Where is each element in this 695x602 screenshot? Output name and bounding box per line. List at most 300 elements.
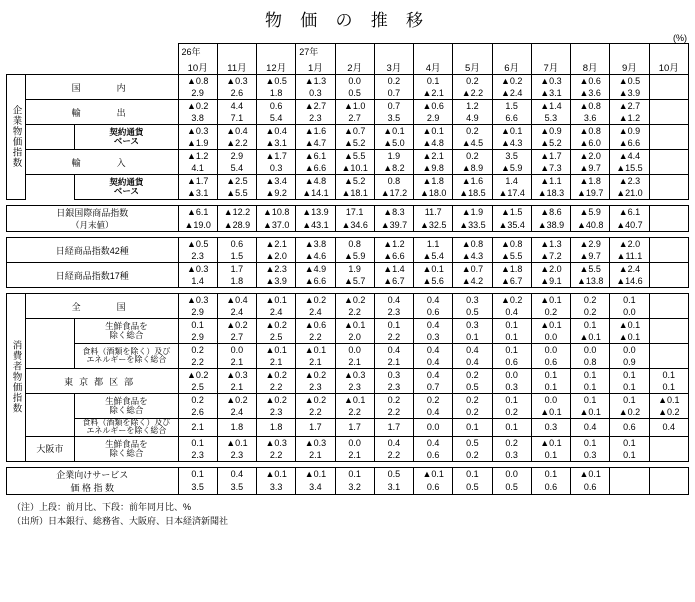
s4-row1-0-u-10: 0.1	[571, 369, 610, 382]
s4-row0-1-l-2: 2.5	[257, 331, 296, 344]
s4-row2-0-u-10: 0.1	[571, 436, 610, 449]
s3-row1-u-7: ▲0.7	[453, 263, 492, 276]
s4-row1-0-l-0: 2.5	[178, 381, 217, 394]
s4-row0-0-l-11: 0.0	[610, 306, 649, 319]
s1-row0-l-6: ▲2.1	[414, 87, 453, 100]
s3-row0-u-0: ▲0.5	[178, 238, 217, 251]
s4-row0-2-l-2: 2.1	[257, 356, 296, 369]
s4-row0-2-l-11: 0.9	[610, 356, 649, 369]
s1-row1-u-0: ▲0.2	[178, 100, 217, 113]
s4-row0-2-l-4: 2.1	[335, 356, 374, 369]
row-label-main: 企業向けサービス	[56, 469, 129, 480]
s4-row1-0-l-1: 2.1	[217, 381, 256, 394]
price-index-table	[6, 43, 689, 495]
s1-row3-u-8: 3.5	[492, 150, 531, 163]
s4-row0-0-l-5: 2.3	[374, 306, 413, 319]
s3-row0-u-2: ▲2.1	[257, 238, 296, 251]
s1-row4-upper	[7, 175, 689, 188]
s3-row0-u-4: 0.8	[335, 238, 374, 251]
s1-row4-l-3: ▲14.1	[296, 187, 335, 200]
s4-row0-2-u-10: 0.0	[571, 344, 610, 357]
s3-row0-l-12	[649, 250, 688, 263]
s4-1-2-u-10: 0.4	[571, 419, 610, 437]
s1-row4-u-7: ▲1.6	[453, 175, 492, 188]
s1-row0-u-2: ▲0.5	[257, 75, 296, 88]
s4-1-2-u-6: 0.0	[414, 419, 453, 437]
s1-row3-l-2: 0.3	[257, 162, 296, 175]
s4-row2-0-l-6: 0.6	[414, 449, 453, 462]
s1-row1-l-4: 2.7	[335, 112, 374, 125]
s1-row3-l-11: ▲15.5	[610, 162, 649, 175]
s3-row0-l-8: ▲5.5	[492, 250, 531, 263]
row-label-services-price-index	[7, 467, 179, 494]
s4-row0-2-u-9: 0.0	[531, 344, 570, 357]
s3-row0-u-1: 0.6	[217, 238, 256, 251]
s1-row2-u-1: ▲0.4	[217, 125, 256, 138]
s1-row4-l-11: ▲21.0	[610, 187, 649, 200]
col-month-0: 10月	[178, 59, 217, 75]
s1-row4-u-2: ▲3.4	[257, 175, 296, 188]
s5-row0-l-9: 0.6	[531, 481, 570, 495]
col-month-7: 5月	[453, 59, 492, 75]
s4-row0-2-l-5: 2.1	[374, 356, 413, 369]
s4-row2-0-u-0: 0.1	[178, 436, 217, 449]
s3-row0-l-4: ▲5.9	[335, 250, 374, 263]
s4-row-sublabel-1-2: 食料（酒類を除く）及び エネルギーを除く総合	[75, 419, 178, 437]
s1-row2-u-4: ▲0.7	[335, 125, 374, 138]
s4-row2-0-u-1: ▲0.1	[217, 436, 256, 449]
s3-row0-l-9: ▲7.2	[531, 250, 570, 263]
row-label-nikkei-1: 日経商品指数17種	[7, 263, 179, 288]
side-label-consumer-price-index	[7, 294, 26, 462]
s1-row2-u-3: ▲1.6	[296, 125, 335, 138]
s4-row2-0-u-3: ▲0.3	[296, 436, 335, 449]
s1-row4-u-4: ▲5.2	[335, 175, 374, 188]
s2-row0-l-12	[649, 219, 688, 232]
s4-row1-0-u-7: 0.2	[453, 369, 492, 382]
s1-row0-l-4: 0.5	[335, 87, 374, 100]
s1-row0-l-9: ▲3.1	[531, 87, 570, 100]
s4-row2-0-u-11: 0.1	[610, 436, 649, 449]
s3-row1-u-11: ▲2.4	[610, 263, 649, 276]
s4-row2-0-l-8: 0.3	[492, 449, 531, 462]
s4-row0-0-l-10: 0.2	[571, 306, 610, 319]
s3-row0-l-0: 2.3	[178, 250, 217, 263]
s4-row0-1-u-9: ▲0.1	[531, 319, 570, 332]
s4-row0-2-u-12	[649, 344, 688, 357]
s5-row0-u-2: ▲0.1	[257, 467, 296, 481]
s3-row1-l-1: 1.8	[217, 275, 256, 288]
s4-row2-0-l-5: 2.2	[374, 449, 413, 462]
s5-row0-u-5: 0.5	[374, 467, 413, 481]
s1-row3-l-9: ▲7.3	[531, 162, 570, 175]
s1-row1-l-5: 3.5	[374, 112, 413, 125]
s2-row0-upper	[7, 206, 689, 219]
s1-row0-l-10: ▲3.6	[571, 87, 610, 100]
s2-row0-l-2: ▲37.0	[257, 219, 296, 232]
s3-row1-l-10: ▲13.8	[571, 275, 610, 288]
s4-row2-0-u-8: 0.2	[492, 436, 531, 449]
row-label-0: 国 内	[25, 75, 178, 100]
s1-row1-u-8: 1.5	[492, 100, 531, 113]
s3-row1-u-1: 1.7	[217, 263, 256, 276]
s4-row0-1-l-10: ▲0.1	[571, 331, 610, 344]
row-label-1: 輸 出	[25, 100, 178, 125]
s2-row0-l-8: ▲35.4	[492, 219, 531, 232]
s1-row4-u-0: ▲1.7	[178, 175, 217, 188]
s4-row0-0-u-2: ▲0.1	[257, 294, 296, 307]
s3-row0-u-10: ▲2.9	[571, 238, 610, 251]
s4-row0-1-u-1: ▲0.2	[217, 319, 256, 332]
s1-row4-u-5: 0.8	[374, 175, 413, 188]
col-month-3: 1月	[296, 59, 335, 75]
s4-row2-0-l-9: 0.1	[531, 449, 570, 462]
s1-row3-u-1: 2.9	[217, 150, 256, 163]
s2-row0-u-4: 17.1	[335, 206, 374, 219]
s4-row1-1-u-7: 0.2	[453, 394, 492, 407]
s1-row3-l-0: 4.1	[178, 162, 217, 175]
s2-row0-u-10: ▲5.9	[571, 206, 610, 219]
s4-row1-1-l-4: 2.2	[335, 406, 374, 419]
s4-row0-1-u-10: 0.1	[571, 319, 610, 332]
s2-row0-l-11: ▲40.7	[610, 219, 649, 232]
s1-row0-u-7: 0.2	[453, 75, 492, 88]
row-label-main: 日銀国際商品指数	[56, 208, 129, 218]
s4-row1-1-upper	[7, 394, 689, 407]
s3-row1-u-2: ▲2.3	[257, 263, 296, 276]
s4-row1-0-u-2: ▲0.2	[257, 369, 296, 382]
s4-row1-1-u-2: ▲0.2	[257, 394, 296, 407]
s1-row2-u-10: ▲0.8	[571, 125, 610, 138]
s1-row2-l-9: ▲5.2	[531, 137, 570, 150]
s1-row4-u-10: ▲1.8	[571, 175, 610, 188]
s1-row1-u-1: 4.4	[217, 100, 256, 113]
s5-row0-u-10: ▲0.1	[571, 467, 610, 481]
s5-row0-l-8: 0.5	[492, 481, 531, 495]
s1-row2-l-2: ▲3.1	[257, 137, 296, 150]
s3-row0-l-11: ▲11.1	[610, 250, 649, 263]
s4-row0-1-l-4: 2.0	[335, 331, 374, 344]
s5-row0-u-8: 0.0	[492, 467, 531, 481]
s4-row-label-blank-0-2	[25, 344, 75, 369]
s2-row0-l-3: ▲43.1	[296, 219, 335, 232]
s1-row2-u-5: ▲0.1	[374, 125, 413, 138]
s4-row1-1-u-1: ▲0.2	[217, 394, 256, 407]
s4-row2-0-u-2: ▲0.3	[257, 436, 296, 449]
s5-row0-l-0: 3.5	[178, 481, 217, 495]
col-year-6	[414, 44, 453, 60]
s5-row0-u-7: 0.1	[453, 467, 492, 481]
s1-row3-l-4: ▲10.1	[335, 162, 374, 175]
s4-1-2-u-3: 1.7	[296, 419, 335, 437]
row-label-blank-4	[25, 175, 75, 200]
s4-row2-0-l-3: 2.1	[296, 449, 335, 462]
row-sublabel-2: 契約通貨 ベース	[75, 125, 178, 150]
s1-row1-l-1: 7.1	[217, 112, 256, 125]
s1-row1-u-6: ▲0.6	[414, 100, 453, 113]
s1-row2-l-1: ▲2.2	[217, 137, 256, 150]
s4-1-2-u-5: 1.7	[374, 419, 413, 437]
s3-row0-u-5: ▲1.2	[374, 238, 413, 251]
side-label-corporate-price-index	[7, 75, 26, 200]
s4-row0-0-u-3: ▲0.2	[296, 294, 335, 307]
s4-row0-0-l-4: 2.2	[335, 306, 374, 319]
s4-row1-0-l-2: 2.2	[257, 381, 296, 394]
s4-row1-0-l-12: 0.1	[649, 381, 688, 394]
s4-row2-0-u-6: 0.4	[414, 436, 453, 449]
s4-row1-1-u-9: 0.0	[531, 394, 570, 407]
s4-row2-0-l-7: 0.2	[453, 449, 492, 462]
col-month-6: 4月	[414, 59, 453, 75]
s1-row1-u-2: 0.6	[257, 100, 296, 113]
s4-row0-0-u-5: 0.4	[374, 294, 413, 307]
s4-row0-2-u-7: 0.4	[453, 344, 492, 357]
s4-row0-2-l-0: 2.2	[178, 356, 217, 369]
s3-row0-u-6: 1.1	[414, 238, 453, 251]
s4-row2-0-l-4: 2.1	[335, 449, 374, 462]
col-month-11: 9月	[610, 59, 649, 75]
s4-row0-0-l-2: 2.4	[257, 306, 296, 319]
s3-row1-u-8: ▲1.8	[492, 263, 531, 276]
s4-row0-2-u-6: 0.4	[414, 344, 453, 357]
s4-row1-0-l-10: 0.1	[571, 381, 610, 394]
s4-row2-0-u-7: 0.5	[453, 436, 492, 449]
s3-row1-l-9: ▲9.1	[531, 275, 570, 288]
s4-row1-1-u-4: ▲0.1	[335, 394, 374, 407]
s2-row0-u-0: ▲6.1	[178, 206, 217, 219]
s3-row0-l-6: ▲5.4	[414, 250, 453, 263]
s1-row1-u-10: ▲0.8	[571, 100, 610, 113]
s1-row1-upper	[7, 100, 689, 113]
s4-row0-1-u-5: 0.1	[374, 319, 413, 332]
s4-row0-1-l-9: 0.0	[531, 331, 570, 344]
col-year-1	[217, 44, 256, 60]
s4-row2-0-u-9: ▲0.1	[531, 436, 570, 449]
s4-row1-1-u-12: ▲0.1	[649, 394, 688, 407]
s4-row-sublabel-1-1: 生鮮食品を 除く総合	[75, 394, 178, 419]
s5-row0-u-0: 0.1	[178, 467, 217, 481]
s4-row1-0-u-12: 0.1	[649, 369, 688, 382]
s1-row1-l-12	[649, 112, 688, 125]
s5-row0-l-3: 3.4	[296, 481, 335, 495]
s1-row3-l-1: 5.4	[217, 162, 256, 175]
s1-row2-upper	[7, 125, 689, 138]
s2-row0-u-9: ▲8.6	[531, 206, 570, 219]
s1-row0-u-1: ▲0.3	[217, 75, 256, 88]
s1-row4-l-6: ▲18.0	[414, 187, 453, 200]
s4-row-label-blank-1-1	[25, 394, 75, 419]
s4-row0-1-l-3: 2.2	[296, 331, 335, 344]
s3-row0-l-2: ▲2.0	[257, 250, 296, 263]
s3-row1-l-2: ▲3.9	[257, 275, 296, 288]
s4-row1-1-l-5: 2.2	[374, 406, 413, 419]
s4-row0-0-u-0: ▲0.3	[178, 294, 217, 307]
s4-row0-2-l-6: 0.4	[414, 356, 453, 369]
s4-row0-0-l-9: 0.2	[531, 306, 570, 319]
table-header-year-row	[7, 44, 689, 60]
s4-row0-0-l-6: 0.6	[414, 306, 453, 319]
s1-row2-u-9: ▲0.9	[531, 125, 570, 138]
s4-group-label-osaka: 大阪市	[25, 436, 75, 461]
s4-row0-1-l-11: ▲0.1	[610, 331, 649, 344]
s1-row0-upper	[7, 75, 689, 88]
s1-row1-u-9: ▲1.4	[531, 100, 570, 113]
s2-row0-l-1: ▲28.9	[217, 219, 256, 232]
s1-row1-l-7: 4.9	[453, 112, 492, 125]
col-year-10	[571, 44, 610, 60]
s4-row0-0-upper	[7, 294, 689, 307]
s5-row0-l-5: 3.1	[374, 481, 413, 495]
s1-row1-u-12	[649, 100, 688, 113]
col-year-8	[492, 44, 531, 60]
s4-row1-0-l-9: 0.1	[531, 381, 570, 394]
s4-row1-1-l-10: ▲0.1	[571, 406, 610, 419]
s1-row2-l-7: ▲4.5	[453, 137, 492, 150]
side-label-text: 企業物価指数	[10, 104, 22, 168]
s1-row3-u-4: ▲5.5	[335, 150, 374, 163]
s4-row0-2-u-8: 0.1	[492, 344, 531, 357]
s1-row0-u-11: ▲0.5	[610, 75, 649, 88]
s1-row3-u-9: ▲1.7	[531, 150, 570, 163]
s4-row1-0-l-6: 0.7	[414, 381, 453, 394]
s2-row0-u-12	[649, 206, 688, 219]
s4-row0-0-l-3: 2.4	[296, 306, 335, 319]
col-year-0: 26年	[178, 44, 217, 60]
s4-row0-2-u-2: ▲0.1	[257, 344, 296, 357]
row-label-3: 輸 入	[25, 150, 178, 175]
s5-row0-upper	[7, 467, 689, 481]
s1-row2-l-6: ▲4.8	[414, 137, 453, 150]
s3-row0-u-9: ▲1.3	[531, 238, 570, 251]
row-sublabel-4: 契約通貨 ベース	[75, 175, 178, 200]
unit-note: (%)	[673, 33, 687, 43]
s1-row3-l-10: ▲9.7	[571, 162, 610, 175]
s2-row0-u-6: 11.7	[414, 206, 453, 219]
s1-row3-l-5: ▲8.2	[374, 162, 413, 175]
s4-row0-0-u-8: ▲0.2	[492, 294, 531, 307]
s1-row3-u-11: ▲4.4	[610, 150, 649, 163]
s1-row1-l-9: 5.3	[531, 112, 570, 125]
s4-row0-0-u-9: ▲0.1	[531, 294, 570, 307]
s5-row0-l-2: 3.3	[257, 481, 296, 495]
s1-row2-l-3: ▲4.7	[296, 137, 335, 150]
s1-row1-l-2: 5.4	[257, 112, 296, 125]
s2-row0-l-10: ▲40.8	[571, 219, 610, 232]
s4-row1-1-l-11: ▲0.2	[610, 406, 649, 419]
s4-row1-1-l-1: 2.4	[217, 406, 256, 419]
s4-row0-2-u-11: 0.0	[610, 344, 649, 357]
s4-row0-0-l-8: 0.4	[492, 306, 531, 319]
s4-row1-1-l-0: 2.6	[178, 406, 217, 419]
s4-row2-0-l-11: 0.1	[610, 449, 649, 462]
s3-row1-l-12	[649, 275, 688, 288]
s3-row1-u-4: 1.9	[335, 263, 374, 276]
s1-row4-l-8: ▲17.4	[492, 187, 531, 200]
s1-row3-u-5: 1.9	[374, 150, 413, 163]
s4-row0-2-l-1: 2.1	[217, 356, 256, 369]
page-title: 物 価 の 推 移	[265, 11, 430, 30]
row-label-bojcommodity	[7, 206, 179, 232]
s4-1-2-u-1: 1.8	[217, 419, 256, 437]
s3-row1-u-10: ▲5.5	[571, 263, 610, 276]
col-month-9: 7月	[531, 59, 570, 75]
s1-row2-l-5: ▲5.0	[374, 137, 413, 150]
s3-row1-l-4: ▲5.7	[335, 275, 374, 288]
s4-row0-2-u-5: 0.4	[374, 344, 413, 357]
row-label-blank-2	[25, 125, 75, 150]
s4-row0-0-u-7: 0.3	[453, 294, 492, 307]
s1-row4-l-9: ▲18.3	[531, 187, 570, 200]
s4-row0-2-l-3: 2.1	[296, 356, 335, 369]
s1-row3-l-3: ▲6.6	[296, 162, 335, 175]
s1-row3-u-12	[649, 150, 688, 163]
s3-row0-u-3: ▲3.8	[296, 238, 335, 251]
s4-row0-1-l-8: 0.1	[492, 331, 531, 344]
s3-row0-upper	[7, 238, 689, 251]
s1-row2-l-8: ▲4.3	[492, 137, 531, 150]
s4-row0-2-l-12	[649, 356, 688, 369]
s1-row0-u-8: ▲0.2	[492, 75, 531, 88]
s4-row0-1-l-0: 2.9	[178, 331, 217, 344]
s1-row0-l-7: ▲2.2	[453, 87, 492, 100]
s4-row-sublabel-2-0: 生鮮食品を 除く総合	[75, 436, 178, 461]
s3-row1-u-9: ▲2.0	[531, 263, 570, 276]
s4-row0-2-u-1: 0.0	[217, 344, 256, 357]
s4-row0-2-l-8: 0.6	[492, 356, 531, 369]
s4-row-label-blank-1-2	[25, 419, 75, 437]
s4-row1-1-u-10: 0.1	[571, 394, 610, 407]
s1-row2-l-0: ▲1.9	[178, 137, 217, 150]
s2-row0-u-3: ▲13.9	[296, 206, 335, 219]
s1-row2-l-11: ▲6.6	[610, 137, 649, 150]
s2-row0-l-7: ▲33.5	[453, 219, 492, 232]
s4-row0-0-l-7: 0.5	[453, 306, 492, 319]
s4-row1-0-l-5: 2.3	[374, 381, 413, 394]
s1-row0-l-0: 2.9	[178, 87, 217, 100]
s5-row0-u-6: ▲0.1	[414, 467, 453, 481]
s4-row1-0-l-8: 0.3	[492, 381, 531, 394]
s1-row0-l-12	[649, 87, 688, 100]
s5-row0-l-4: 3.2	[335, 481, 374, 495]
s4-row0-2-l-7: 0.4	[453, 356, 492, 369]
s4-row0-0-u-12	[649, 294, 688, 307]
s4-row0-1-l-5: 2.2	[374, 331, 413, 344]
s4-row2-0-l-1: 2.3	[217, 449, 256, 462]
s4-row0-0-l-0: 2.9	[178, 306, 217, 319]
s4-row1-1-l-9: ▲0.1	[531, 406, 570, 419]
s1-row2-u-11: ▲0.9	[610, 125, 649, 138]
s1-row3-u-7: 0.2	[453, 150, 492, 163]
s4-row0-2-l-10: 0.8	[571, 356, 610, 369]
s1-row0-u-0: ▲0.8	[178, 75, 217, 88]
s4-row0-1-u-12	[649, 319, 688, 332]
s1-row0-u-6: 0.1	[414, 75, 453, 88]
s2-row0-l-4: ▲34.6	[335, 219, 374, 232]
s5-row0-l-12	[649, 481, 688, 495]
s1-row4-u-3: ▲4.8	[296, 175, 335, 188]
s4-row1-0-u-11: 0.1	[610, 369, 649, 382]
s1-row0-l-3: 0.3	[296, 87, 335, 100]
s4-1-2-u-9: 0.3	[531, 419, 570, 437]
s4-1-2-u-8: 0.1	[492, 419, 531, 437]
s1-row1-l-10: 3.6	[571, 112, 610, 125]
s1-row4-u-8: 1.4	[492, 175, 531, 188]
s4-row0-0-l-1: 2.4	[217, 306, 256, 319]
s1-row3-upper	[7, 150, 689, 163]
s1-row4-u-1: ▲2.5	[217, 175, 256, 188]
s2-row0-u-8: ▲1.5	[492, 206, 531, 219]
s4-row0-2-upper	[7, 344, 689, 357]
